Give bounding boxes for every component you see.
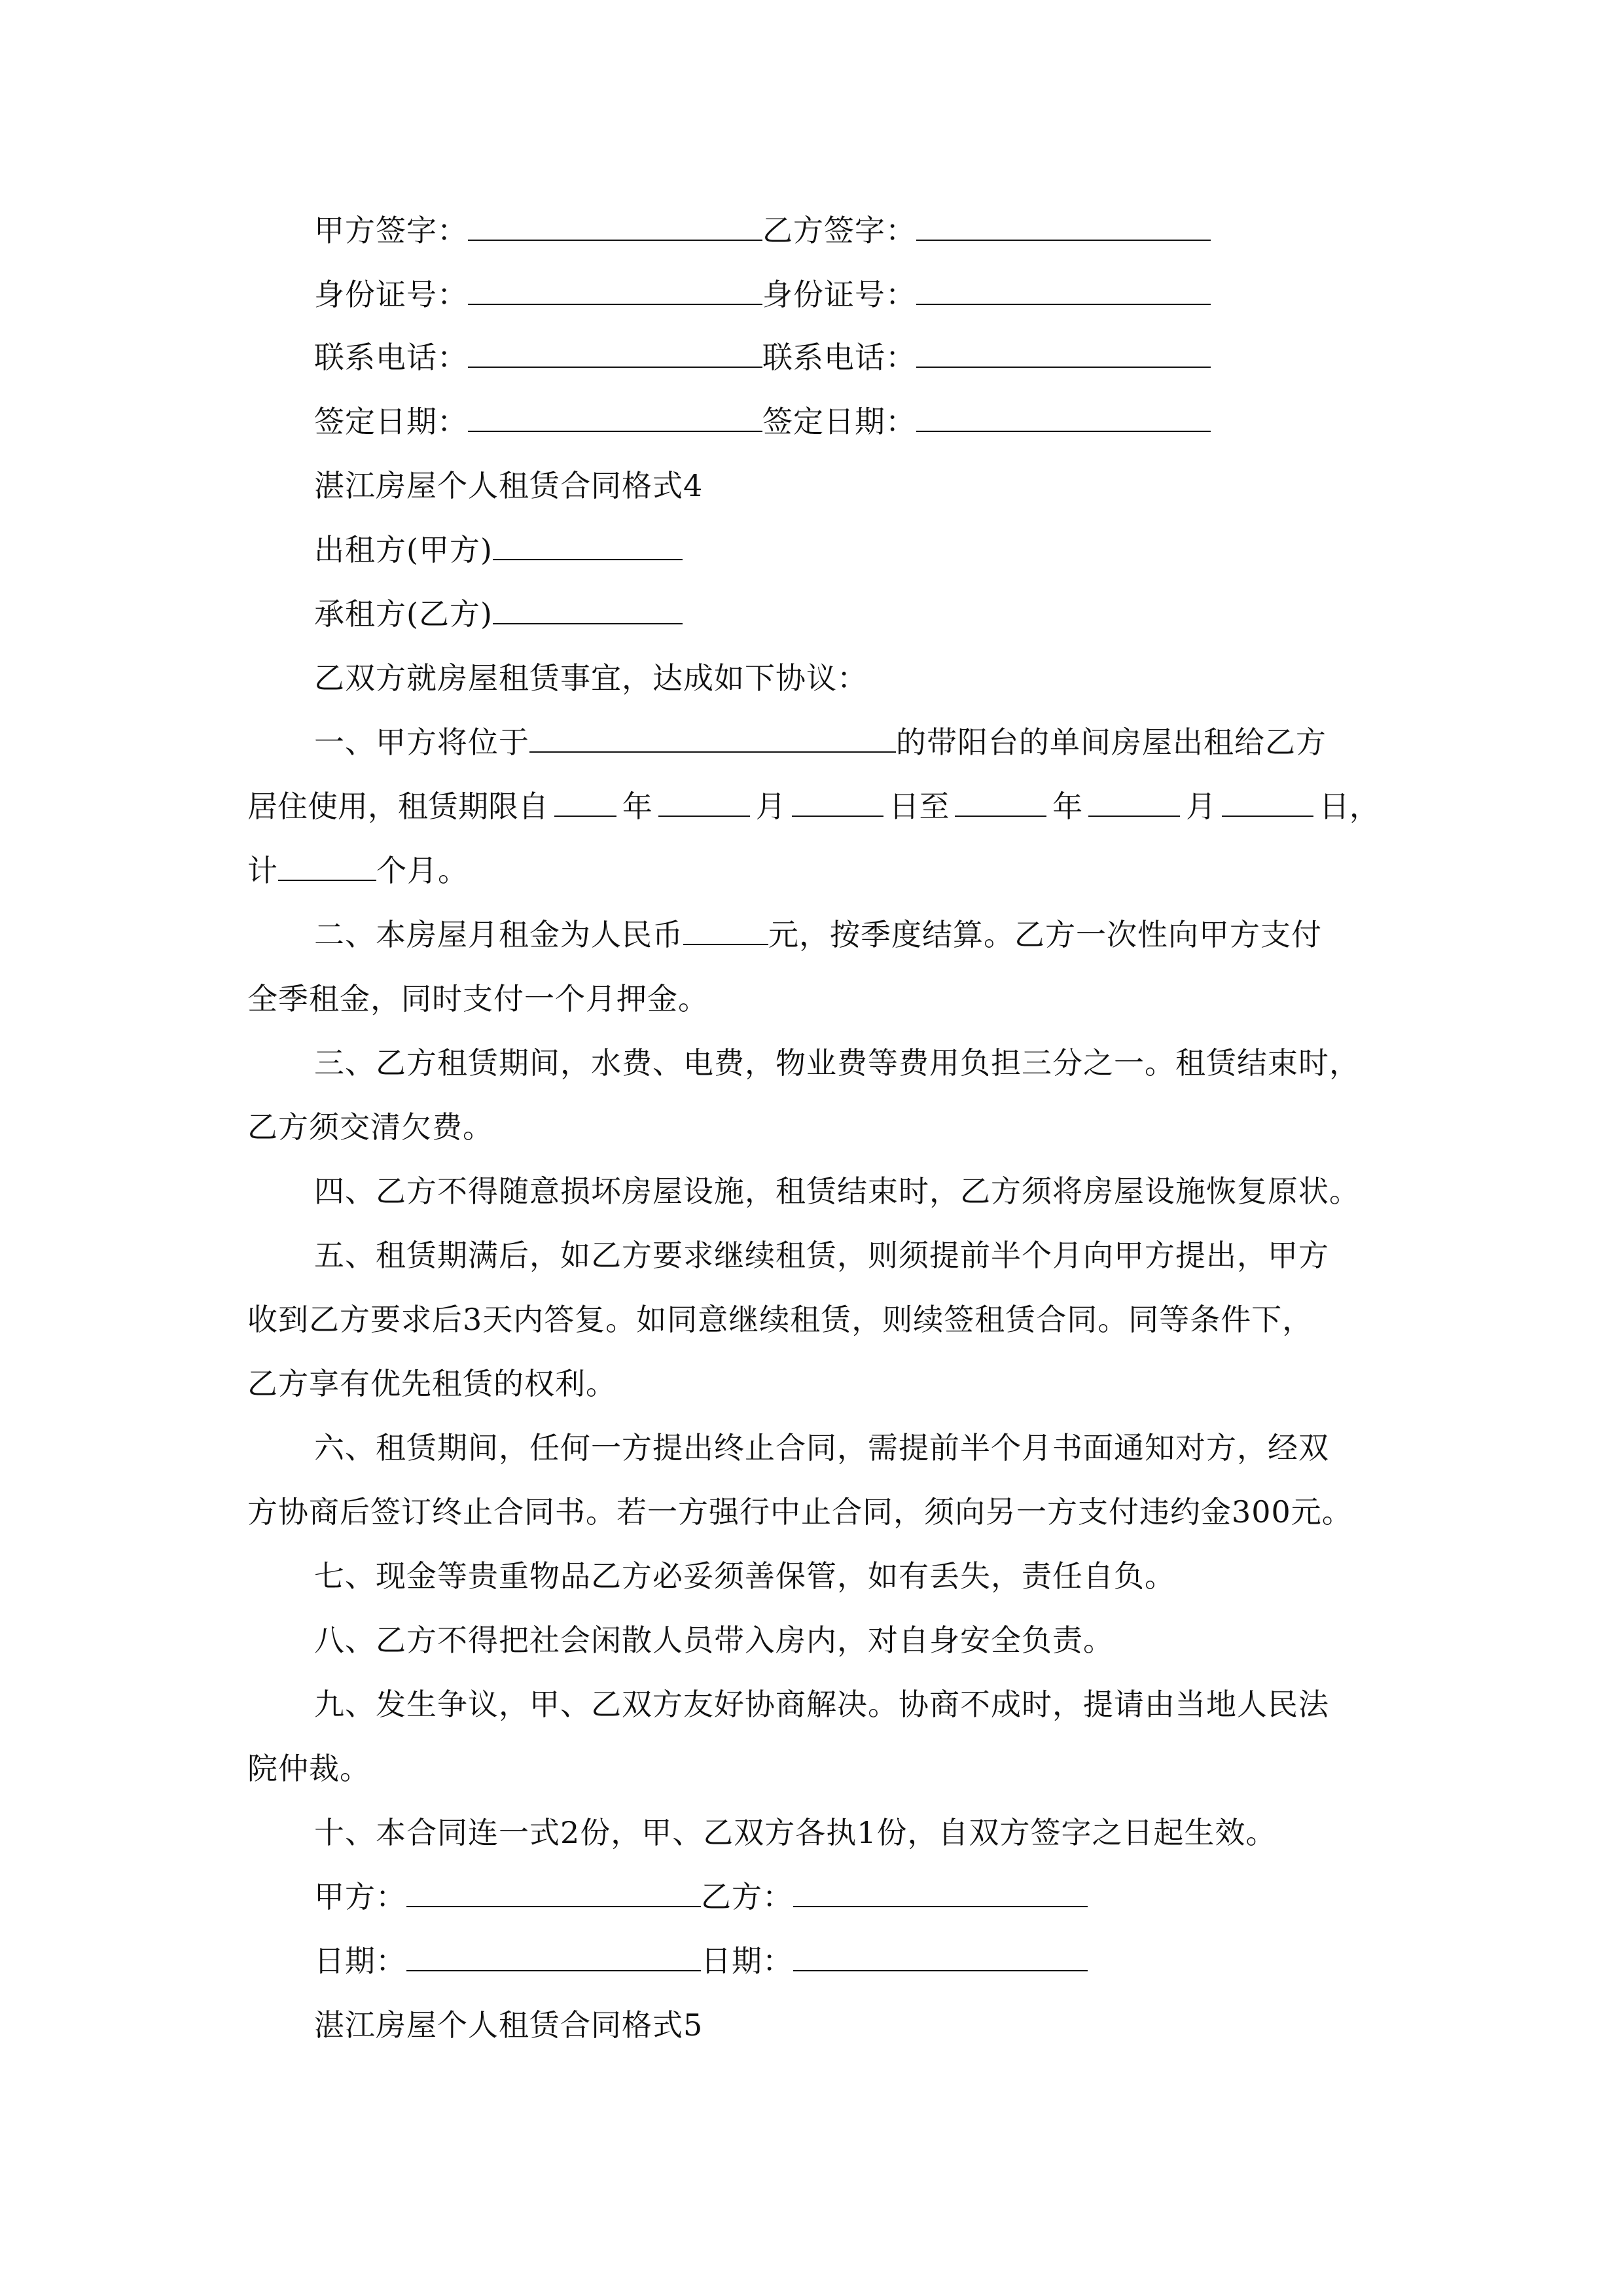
bottom-party-a-label: 甲方： xyxy=(314,1879,406,1914)
clause-8: 八、乙方不得把社会闲散人员带入房内，对自身安全负责。 xyxy=(314,1623,1114,1658)
party-b-id-blank xyxy=(916,275,1211,305)
clause-1-text-e: 个月。 xyxy=(376,853,469,888)
signature-row xyxy=(314,211,1211,250)
clause-1-text-c: 居住使用，租赁期限自 xyxy=(247,789,548,824)
clause-1-text-a: 一、甲方将位于 xyxy=(314,725,529,760)
party-b-date-label: 签定日期： xyxy=(762,404,916,439)
day-label-2: 日， xyxy=(1319,789,1380,824)
month-label-1: 月 xyxy=(755,789,786,824)
start-day-blank xyxy=(792,787,883,817)
bottom-party-b-label: 乙方： xyxy=(701,1879,793,1914)
sign-date-row xyxy=(314,402,1211,441)
clause-6-line-1: 六、租赁期间，任何一方提出终止合同，需提前半个月书面通知对方，经双 xyxy=(314,1430,1329,1465)
months-blank xyxy=(278,851,376,881)
lessor-label: 出租方(甲方) xyxy=(314,532,493,567)
bottom-party-b-blank xyxy=(793,1877,1088,1907)
lessee-line xyxy=(314,594,683,634)
end-day-blank xyxy=(1222,787,1313,817)
end-year-blank xyxy=(955,787,1046,817)
clause-2-text-b: 元，按季度结算。乙方一次性向甲方支付 xyxy=(768,917,1322,952)
party-b-sign-blank xyxy=(916,211,1211,241)
clause-5-line-3: 乙方享有优先租赁的权利。 xyxy=(247,1366,616,1401)
clause-7: 七、现金等贵重物品乙方必妥须善保管，如有丢失，责任自负。 xyxy=(314,1558,1175,1594)
party-a-phone-label: 联系电话： xyxy=(314,340,468,375)
clause-9-line-2: 院仲裁。 xyxy=(247,1751,370,1786)
bottom-party-row xyxy=(314,1877,1088,1916)
day-to-label: 日至 xyxy=(889,789,950,824)
section-heading-5: 湛江房屋个人租赁合同格式5 xyxy=(314,2007,704,2043)
bottom-party-a-blank xyxy=(406,1877,701,1907)
bottom-date-row xyxy=(314,1941,1088,1981)
start-month-blank xyxy=(658,787,750,817)
bottom-date-a-label: 日期： xyxy=(314,1943,406,1979)
clause-9-line-1: 九、发生争议，甲、乙双方友好协商解决。协商不成时，提请由当地人民法 xyxy=(314,1687,1329,1722)
clause-5-line-1: 五、租赁期满后，如乙方要求继续租赁，则须提前半个月向甲方提出，甲方 xyxy=(314,1238,1329,1273)
bottom-date-a-blank xyxy=(406,1941,701,1971)
section-heading-4: 湛江房屋个人租赁合同格式4 xyxy=(314,468,704,503)
rent-blank xyxy=(683,915,768,945)
clause-1-line-3 xyxy=(247,851,469,890)
lessor-blank xyxy=(493,530,683,560)
clause-2-line-2: 全季租金，同时支付一个月押金。 xyxy=(247,981,709,1016)
bottom-date-b-label: 日期： xyxy=(701,1943,793,1979)
lessor-line xyxy=(314,530,683,569)
end-month-blank xyxy=(1088,787,1180,817)
clause-5-line-2: 收到乙方要求后3天内答复。如同意继续租赁，则续签租赁合同。同等条件下， xyxy=(247,1302,1313,1337)
party-a-sign-blank xyxy=(468,211,762,241)
party-b-sign-label: 乙方签字： xyxy=(762,213,916,248)
month-label-2: 月 xyxy=(1186,789,1217,824)
id-row xyxy=(314,275,1211,314)
clause-2-text-a: 二、本房屋月租金为人民币 xyxy=(314,917,683,952)
clause-1-line-1 xyxy=(314,723,1327,762)
party-b-phone-blank xyxy=(916,338,1211,368)
bottom-date-b-blank xyxy=(793,1941,1088,1971)
party-b-date-blank xyxy=(916,402,1211,432)
clause-1-line-2 xyxy=(247,787,1380,826)
party-a-date-blank xyxy=(468,402,762,432)
party-b-id-label: 身份证号： xyxy=(762,277,916,312)
clause-6-line-2: 方协商后签订终止合同书。若一方强行中止合同，须向另一方支付违约金300元。 xyxy=(247,1494,1353,1530)
party-a-date-label: 签定日期： xyxy=(314,404,468,439)
intro-line: 乙双方就房屋租赁事宜，达成如下协议： xyxy=(314,660,868,696)
party-b-phone-label: 联系电话： xyxy=(762,340,916,375)
lessee-blank xyxy=(493,594,683,624)
party-a-id-blank xyxy=(468,275,762,305)
clause-3-line-1: 三、乙方租赁期间，水费、电费，物业费等费用负担三分之一。租赁结束时， xyxy=(314,1045,1360,1081)
year-label-1: 年 xyxy=(622,789,652,824)
year-label-2: 年 xyxy=(1052,789,1083,824)
clause-2-line-1 xyxy=(314,915,1322,954)
start-year-blank xyxy=(554,787,616,817)
clause-1-text-d: 计 xyxy=(247,853,278,888)
clause-4: 四、乙方不得随意损坏房屋设施，租赁结束时，乙方须将房屋设施恢复原状。 xyxy=(314,1174,1360,1209)
clause-3-line-2: 乙方须交清欠费。 xyxy=(247,1109,493,1145)
clause-1-text-b: 的带阳台的单间房屋出租给乙方 xyxy=(896,725,1327,760)
phone-row xyxy=(314,338,1211,377)
party-a-phone-blank xyxy=(468,338,762,368)
address-blank xyxy=(529,723,896,753)
party-a-id-label: 身份证号： xyxy=(314,277,468,312)
clause-10: 十、本合同连一式2份，甲、乙双方各执1份，自双方签字之日起生效。 xyxy=(314,1815,1277,1850)
lessee-label: 承租方(乙方) xyxy=(314,596,493,632)
party-a-sign-label: 甲方签字： xyxy=(314,213,468,248)
